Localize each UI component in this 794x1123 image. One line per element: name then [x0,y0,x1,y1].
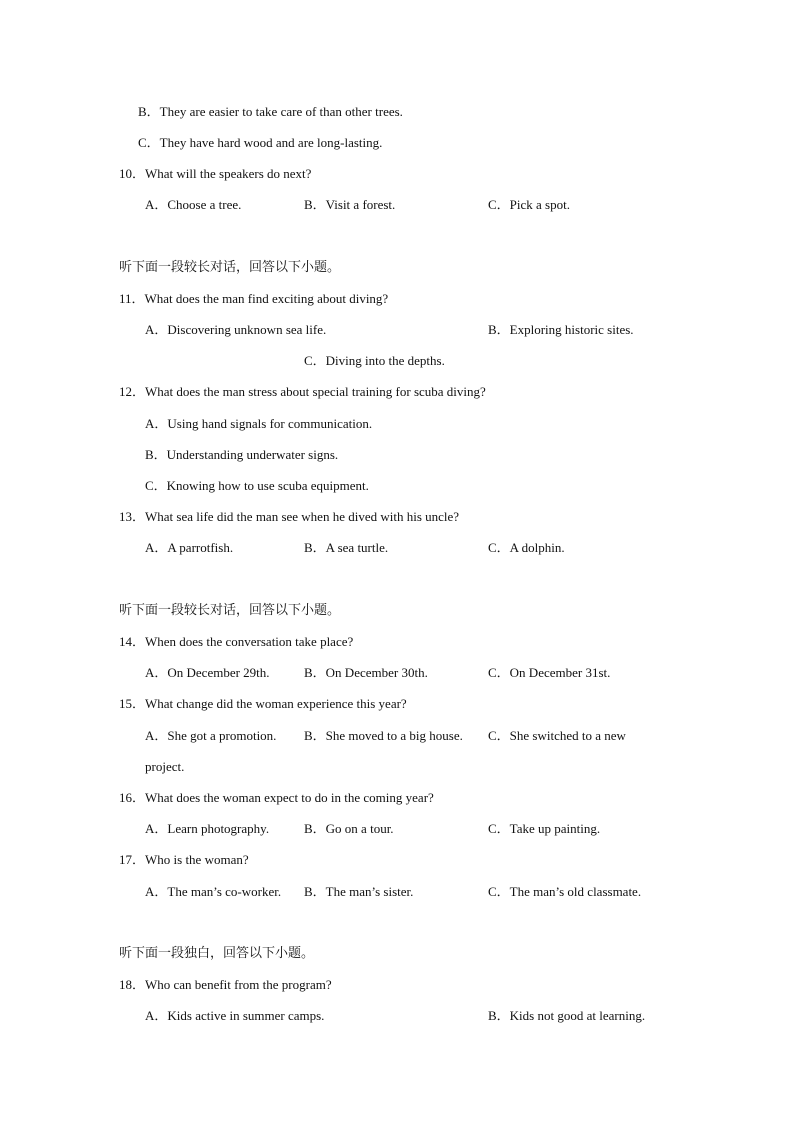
q15-option-c: C．She switched to a new [488,728,626,743]
q14-option-a: A．On December 29th. [145,665,270,680]
section-heading-long-dialogue-2: 听下面一段较长对话，回答以下小题。 [119,603,341,618]
q11-option-c: C．Diving into the depths. [304,353,445,368]
q17-option-a: A．The man’s co-worker. [145,884,282,899]
q18-stem: 18．Who can benefit from the program? [119,977,332,992]
q15-option-b: B．She moved to a big house. [304,728,463,743]
q18-option-a: A．Kids active in summer camps. [145,1008,325,1023]
q17-option-b: B．The man’s sister. [304,884,414,899]
q10-stem: 10．What will the speakers do next? [119,166,312,181]
q18-option-b: B．Kids not good at learning. [488,1008,646,1023]
q11-option-b: B．Exploring historic sites. [488,322,634,337]
q16-option-a: A．Learn photography. [145,821,270,836]
q15-option-c-continuation: project. [145,759,185,774]
q14-option-c: C．On December 31st. [488,665,611,680]
q13-option-a: A．A parrotfish. [145,540,234,555]
q10-option-a: A．Choose a tree. [145,197,242,212]
q9-option-c: C．They have hard wood and are long-lasting. [138,135,383,150]
q11-stem: 11．What does the man find exciting about diving? [119,291,389,306]
section-heading-long-dialogue-1: 听下面一段较长对话，回答以下小题。 [119,260,341,275]
q12-option-c: C．Knowing how to use scuba equipment. [145,478,369,493]
q9-option-b: B．They are easier to take care of than other trees. [138,104,403,119]
section-heading-monologue: 听下面一段独白，回答以下小题。 [119,946,315,961]
q16-stem: 16．What does the woman expect to do in the coming year? [119,790,434,805]
q17-stem: 17．Who is the woman? [119,852,249,867]
q11-option-a: A．Discovering unknown sea life. [145,322,327,337]
q14-stem: 14．When does the conversation take place? [119,634,354,649]
q10-option-c: C．Pick a spot. [488,197,570,212]
q15-option-a: A．She got a promotion. [145,728,277,743]
q13-stem: 13．What sea life did the man see when he dived with his uncle? [119,509,460,524]
q15-stem: 15．What change did the woman experience this year? [119,696,407,711]
q14-option-b: B．On December 30th. [304,665,428,680]
q13-option-b: B．A sea turtle. [304,540,389,555]
q16-option-c: C．Take up painting. [488,821,601,836]
q10-option-b: B．Visit a forest. [304,197,396,212]
q12-option-a: A．Using hand signals for communication. [145,416,373,431]
q12-stem: 12．What does the man stress about special training for scuba diving? [119,384,486,399]
q17-option-c: C．The man’s old classmate. [488,884,642,899]
q12-option-b: B．Understanding underwater signs. [145,447,339,462]
q16-option-b: B．Go on a tour. [304,821,394,836]
q13-option-c: C．A dolphin. [488,540,565,555]
